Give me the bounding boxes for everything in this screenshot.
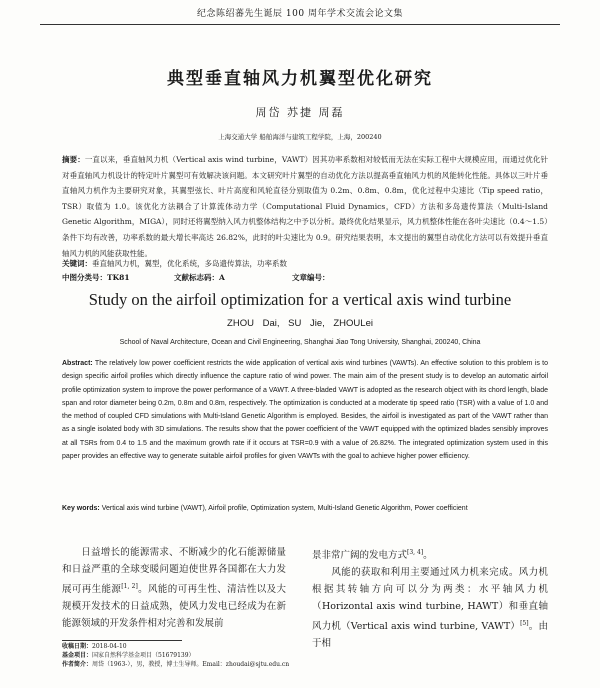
- footnote-fund: [62, 651, 548, 660]
- footnote-author: [62, 660, 548, 669]
- footnote-author-value: 周岱（1963-），男，教授，博士生导师。Email：zhoudai@sjtu.edu.cn: [92, 661, 290, 668]
- english-authors: ZHOU Dai, SU Jie, ZHOULei: [227, 318, 373, 329]
- citation-ref: [1, 2]: [121, 583, 138, 590]
- chinese-abstract-text: 一直以来，垂直轴风力机（Vertical axis wind turbine，VAWT）因其功率系数相对较低而无法在实际工程中大规模应用，而通过优化针对垂直轴风力机设计的特定叶片翼型可有效解决该问题。本文研究叶片翼型的自动优化方法以提高垂直轴风力机的风能转化性能。具体以三叶片垂直轴风力机作为主要研究对象，其翼型弦长、叶片高度和风轮直径分别取值为 0.2m、0.8m、0.8m，优化过程中尖速比（Tip speed ratio，TSR）取值为 1.0。该优化方法耦合了计算流体动力学（Computational Fluid Dynamics，CFD）方法和多岛遗传算法（Multi-Island Genetic Algorithm，MIGA），同时还将翼型纳入风力机整体结构之中予以分析。最终优化结果显示，风力机整体性能在各叶尖速比（0.4～1.5）条件下均有改善，功率系数的最大增长率高达 26.82%，此时的叶尖速比为 0.9。研究结果表明，本文提出的翼型自动优化方法可以有效提升垂直轴风力机的风能获取性能。: [62, 155, 548, 258]
- chinese-keywords: [62, 258, 548, 270]
- english-keywords: [62, 503, 548, 515]
- english-keywords-label: Key words:: [62, 505, 100, 512]
- footnote-author-label: 作者简介：: [62, 661, 93, 668]
- english-abstract-label: Abstract:: [62, 360, 93, 367]
- footnotes: [62, 642, 548, 669]
- running-header: 纪念陈绍蕃先生诞辰 100 周年学术交流会论文集: [197, 9, 403, 19]
- citation-ref: [5]: [520, 620, 529, 628]
- footnote-rule: [62, 640, 182, 641]
- body-column-right: [312, 544, 548, 652]
- footnote-fund-value: 国家自然科学基金项目（51679139）: [92, 652, 195, 659]
- chinese-affiliation: 上海交通大学 船舶海洋与建筑工程学院，上海，200240: [218, 133, 382, 141]
- body-column-left: [62, 544, 286, 632]
- document-code: 文献标志码：A: [174, 273, 225, 282]
- chinese-abstract-label: 摘要：: [62, 155, 85, 164]
- english-abstract: [62, 357, 548, 463]
- chinese-abstract: [62, 152, 548, 261]
- body-right-text-1: 景非常广阔的发电方式: [312, 550, 408, 562]
- article-number: 文章编号：: [292, 273, 330, 282]
- body-right-text-2: 风能的获取和利用主要通过风力机来完成。风力机根据其转轴方向可以分为两类：水平轴风力机（Horizontal axis wind turbine, HAWT）和垂直轴风力机（Vertical axis wind turbine, VAWT）: [312, 567, 548, 633]
- footnote-received-label: 收稿日期：: [62, 643, 93, 650]
- english-affiliation: School of Naval Architecture, Ocean and Civil Engineering, Shanghai Jiao Tong University, Shanghai, 200240, China: [119, 339, 481, 346]
- body-right-end-1: 。: [423, 550, 433, 562]
- clc-number: 中图分类号：TK81: [62, 273, 130, 282]
- chinese-keywords-label: 关键词：: [62, 259, 92, 268]
- footnote-received: [62, 642, 548, 651]
- citation-ref: [3, 4]: [407, 549, 424, 556]
- footnote-received-value: 2018-04-10: [92, 643, 127, 650]
- english-abstract-text: The relatively low power coefficient restricts the wide application of vertical axis wind turbines (VAWTs). An effective solution to this problem is to design specific airfoil profiles which directly influence the capture ratio of wind power. The main aim of the present study is to develop an automatic airfoil profile optimization system to improve the power performance of a VAWT. A three-bladed VAWT is adopted as the research object with its chord length, blade span and rotor diameter being 0.2m, 0.8m and 0.8m, respectively. The optimization is conducted at a moderate tip speed ratio (TSR) with a value of 1.0 and the method of coupled CFD simulations with Multi-Island Genetic Algorithm is employed. Besides, the airfoil is investigated as part of the VAWT rather than as a single isolated body with 3D simulations. The results show that the power coefficient of the VAWT equipped with the optimized blades sensibly improves at all TSRs from 0.4 to 1.5 and the maximum growth rate if it occurs at TSR=0.9 with a value of 26.82%. The integrated optimization system used in this paper provides an effective way to generate suitable airfoil profiles for given VAWTs with the goal to achieve higher power efficiency.: [62, 360, 548, 461]
- chinese-keywords-text: 垂直轴风力机，翼型，优化系统，多岛遗传算法，功率系数: [92, 259, 287, 268]
- english-title: Study on the airfoil optimization for a vertical axis wind turbine: [88, 290, 512, 309]
- chinese-title: 典型垂直轴风力机翼型优化研究: [167, 69, 433, 89]
- body-left-text: 日益增长的能源需求、不断减少的化石能源储量和日益严重的全球变暖问题迫使世界各国都在大力发展可再生能源: [62, 547, 286, 596]
- english-keywords-text: Vertical axis wind turbine (VAWT), Airfoil profile, Optimization system, Multi-Island Genetic Algorithm, Power coefficient: [101, 505, 468, 512]
- footnote-fund-label: 基金项目：: [62, 652, 93, 659]
- header-rule: [40, 24, 560, 25]
- body-left-continued: 。风能的可再生性、清洁性以及大规模开发技术的日益成熟，使风力发电已经成为在新能源领域的开发条件相对完善和发展前: [62, 584, 286, 630]
- body-right-end-2: 。由于相: [312, 621, 548, 650]
- chinese-authors: 周岱 苏捷 周磊: [255, 106, 345, 119]
